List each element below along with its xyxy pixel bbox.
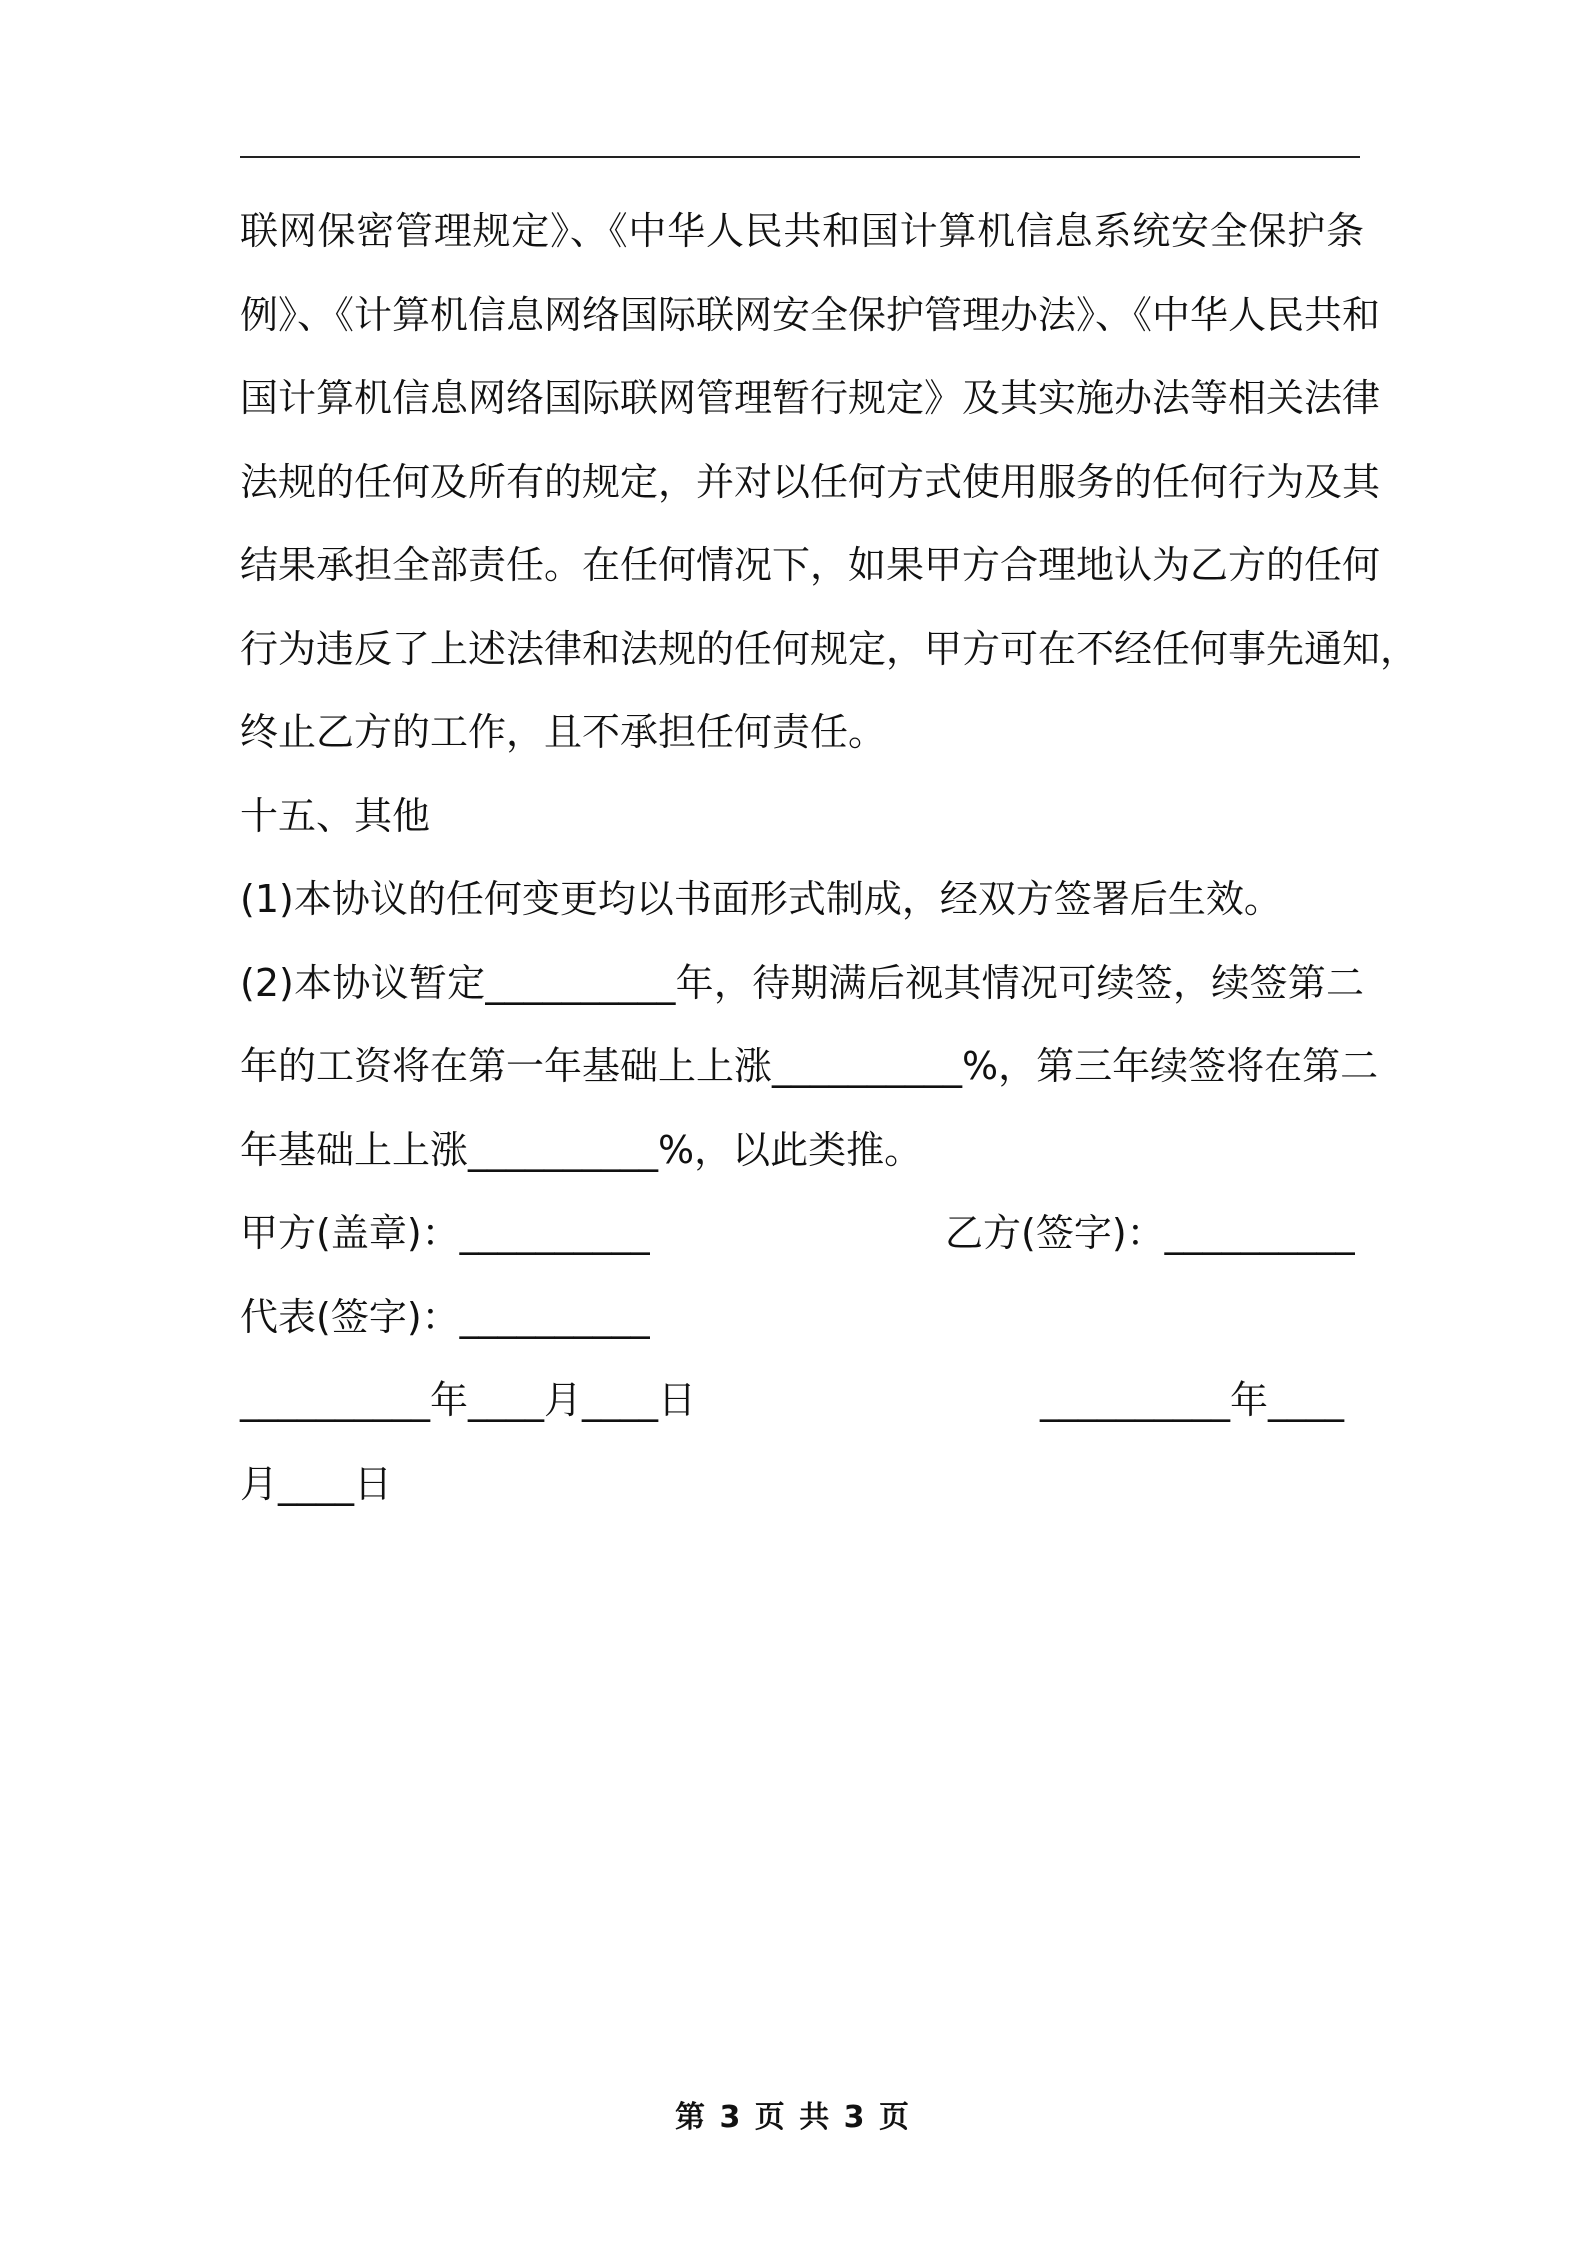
date-party-b: __________年____ <box>1040 1378 1345 1422</box>
party-a-signature: 甲方(盖章)：__________ <box>240 1211 650 1255</box>
signature-row-representative <box>240 1276 1364 1360</box>
paragraph-line: 结果承担全部责任。在任何情况下，如果甲方合理地认为乙方的任何 <box>240 543 1381 587</box>
page-number-footer: 第 3 页 共 3 页 <box>675 2100 911 2135</box>
representative-signature: 代表(签字)：__________ <box>240 1294 650 1339</box>
signature-row-dates <box>240 1359 1364 1443</box>
date-party-b-continued: 月____日 <box>240 1461 393 1506</box>
signature-row-parties <box>240 1192 1364 1276</box>
document-body <box>240 190 1419 1526</box>
paragraph-line: 行为违反了上述法律和法规的任何规定，甲方可在不经任何事先通知， <box>240 626 1419 671</box>
date-party-a: __________年____月____日 <box>240 1378 697 1422</box>
clause-2-line: (2)本协议暂定__________年，待期满后视其情况可续签，续签第二 <box>240 960 1364 1005</box>
paragraph-line: 联网保密管理规定》、《中华人民共和国计算机信息系统安全保护条 <box>240 209 1364 253</box>
header-rule <box>240 156 1360 158</box>
paragraph-line: 例》、《计算机信息网络国际联网安全保护管理办法》、《中华人民共和 <box>240 292 1381 337</box>
clause-2-line: 年基础上上涨__________%，以此类推。 <box>240 1127 923 1172</box>
party-b-signature: 乙方(签字)：__________ <box>945 1211 1355 1255</box>
clause-2-line: 年的工资将在第一年基础上上涨__________%，第三年续签将在第二 <box>240 1044 1379 1088</box>
paragraph-line: 终止乙方的工作，且不承担任何责任。 <box>240 710 887 754</box>
paragraph-line: 国计算机信息网络国际联网管理暂行规定》及其实施办法等相关法律 <box>240 376 1381 420</box>
clause-1: (1)本协议的任何变更均以书面形式制成，经双方签署后生效。 <box>240 877 1282 921</box>
paragraph-line: 法规的任何及所有的规定，并对以任何方式使用服务的任何行为及其 <box>240 459 1381 504</box>
section-heading: 十五、其他 <box>240 793 431 838</box>
